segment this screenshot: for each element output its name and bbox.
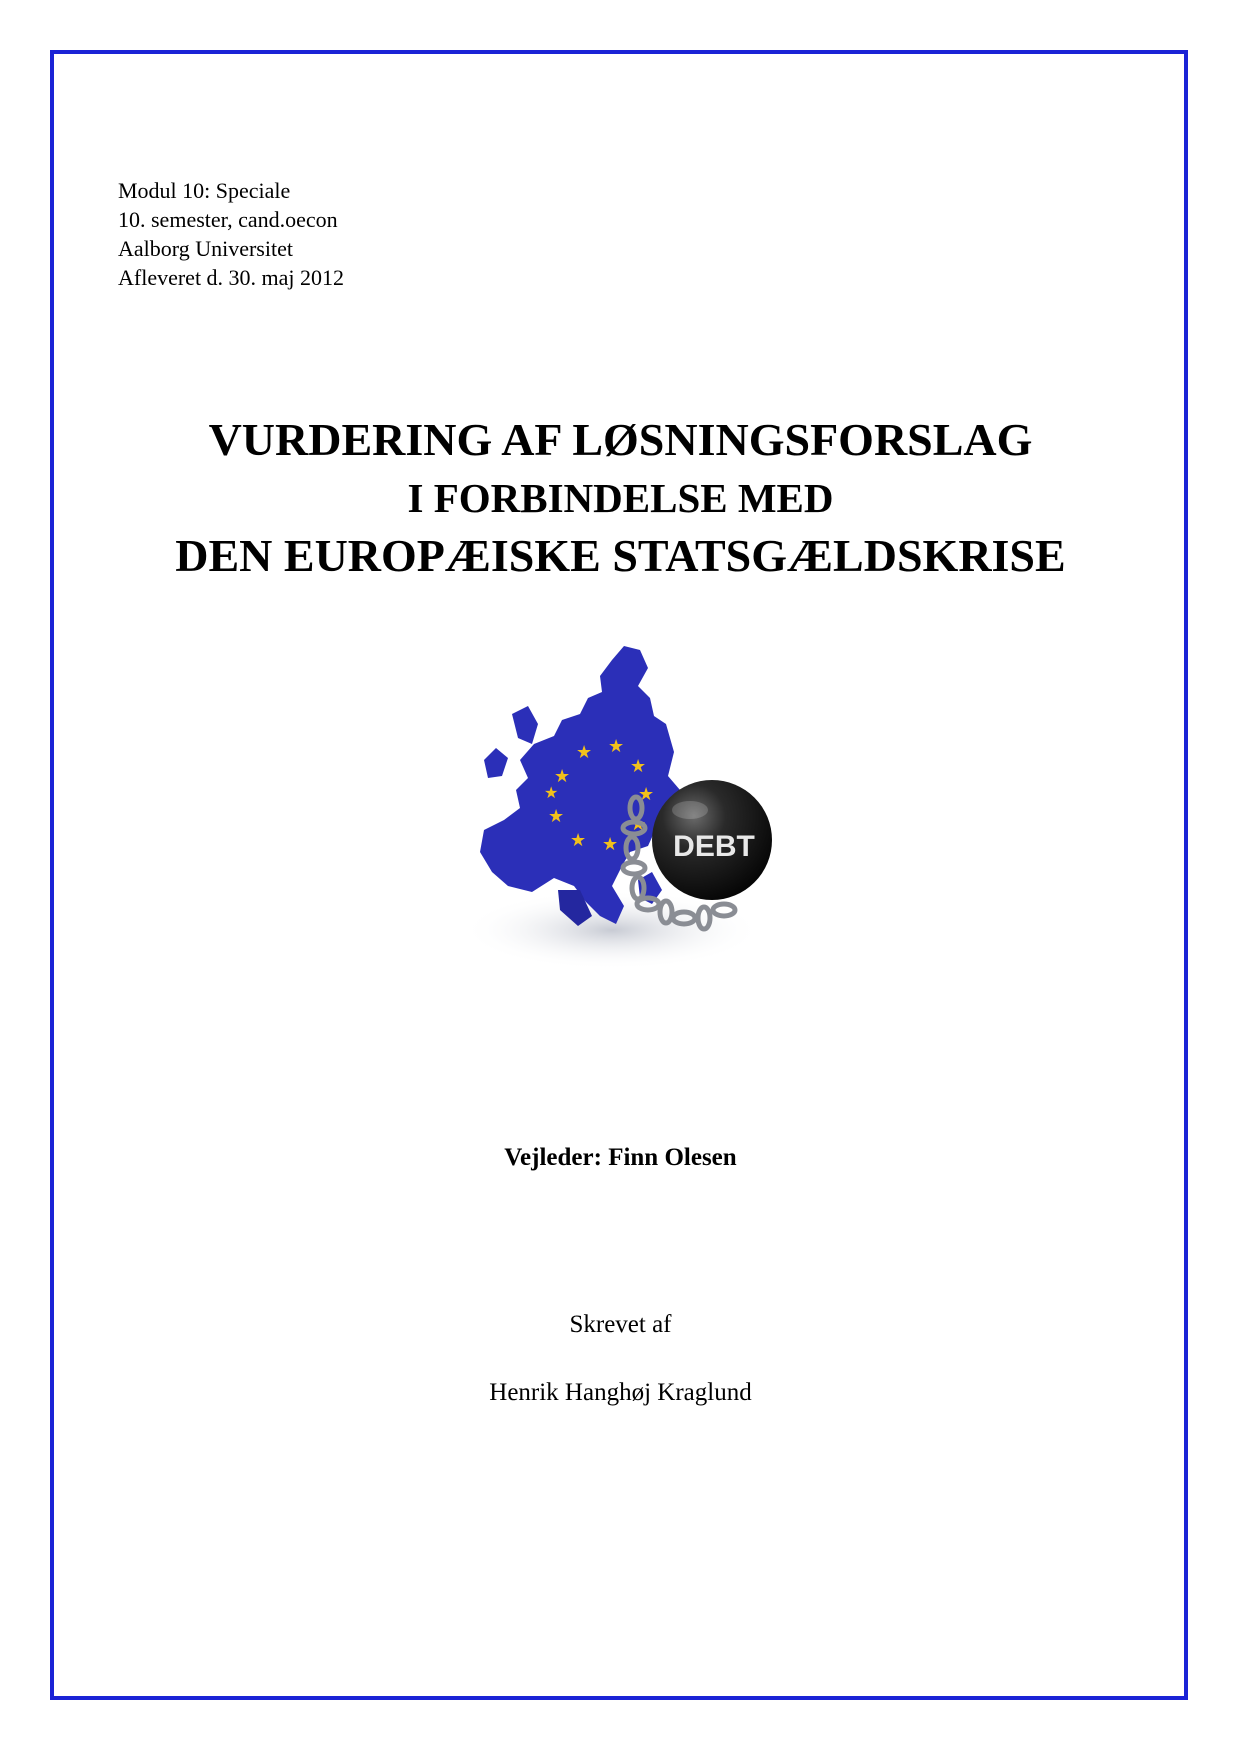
title-line-2: I FORBINDELSE MED	[407, 475, 834, 521]
debt-label: DEBT	[673, 830, 755, 863]
star-icon: ★	[570, 830, 587, 850]
document-meta	[118, 176, 344, 292]
star-icon: ★	[576, 742, 593, 762]
eu-debt-illustration	[462, 640, 798, 1000]
module-line: Modul 10: Speciale	[118, 178, 291, 203]
title-line-1: VURDERING AF LØSNINGSFORSLAG	[208, 414, 1033, 465]
star-icon: ★	[548, 806, 565, 826]
debt-ball	[652, 780, 772, 900]
star-icon: ★	[544, 785, 559, 802]
author-name: Henrik Hanghøj Kraglund	[489, 1379, 752, 1406]
star-icon: ★	[630, 814, 647, 834]
star-icon: ★	[554, 766, 571, 786]
supervisor: Vejleder: Finn Olesen	[504, 1144, 737, 1171]
title-line-3: DEN EUROPÆISKE STATSGÆLDSKRISE	[175, 530, 1066, 581]
semester-line: 10. semester, cand.oecon	[118, 207, 338, 232]
submission-date-line: Afleveret d. 30. maj 2012	[118, 265, 345, 290]
star-icon: ★	[602, 834, 619, 854]
star-icon: ★	[638, 784, 655, 804]
star-icon: ★	[630, 756, 647, 776]
star-icon: ★	[608, 736, 625, 756]
university-line: Aalborg Universitet	[118, 236, 293, 261]
written-by-label: Skrevet af	[569, 1311, 672, 1338]
